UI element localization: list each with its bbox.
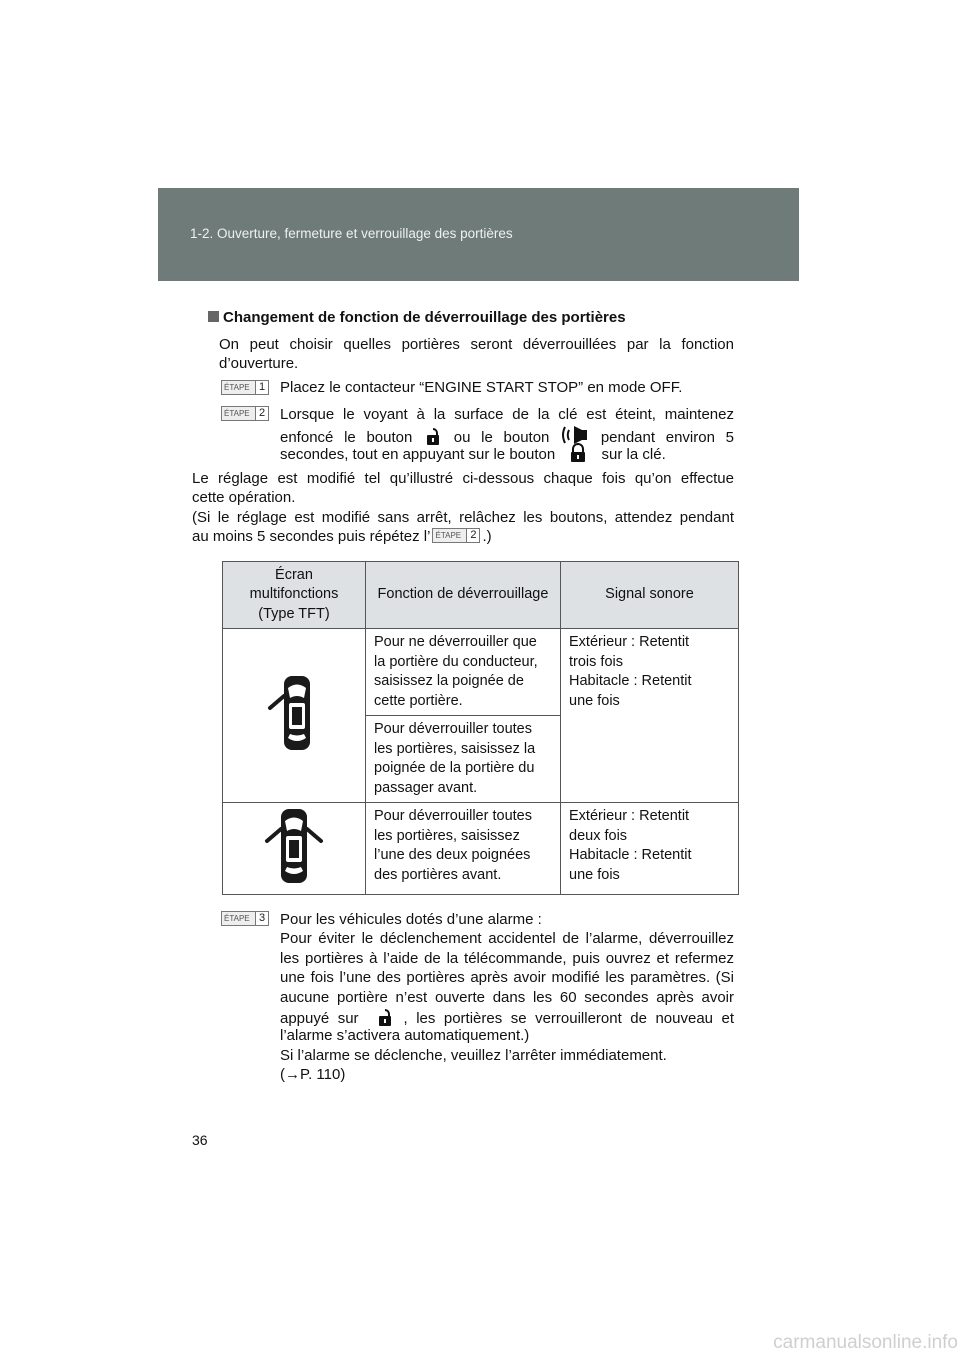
cell-line: Extérieur : Retentit bbox=[569, 634, 690, 650]
page-number: 36 bbox=[192, 1132, 208, 1148]
step3-text-b: , les portières se verrouilleront de nouveau et bbox=[403, 1010, 735, 1027]
cell-line: Extérieur : Retentit bbox=[569, 808, 690, 824]
step2-text-a: enfoncé le bouton bbox=[280, 429, 413, 446]
step2-text-b: ou le bouton bbox=[453, 429, 550, 446]
step3-text-a: appuyé sur bbox=[280, 1010, 359, 1027]
cell-line: Habitacle : Retentit bbox=[569, 673, 692, 689]
row3-signal bbox=[561, 803, 739, 895]
para-text-a: au moins 5 secondes puis répétez l’ bbox=[192, 528, 431, 545]
col-header-screen bbox=[223, 562, 366, 629]
header-line: multifonctions bbox=[249, 586, 339, 603]
step3-line5: aucune portière n’est ouverte dans les 60 secondes après avoir bbox=[280, 989, 734, 1006]
table-row bbox=[223, 803, 739, 895]
step3-line1: Pour les véhicules dotés d’une alarme : bbox=[280, 911, 542, 928]
para-line-4 bbox=[192, 527, 492, 547]
cell-line: poignée de la portière du bbox=[374, 760, 535, 776]
step2-text-d: secondes, tout en appuyant sur le bouton bbox=[280, 446, 556, 463]
step3-line3: les portières à l’aide de la télécommande, puis ouvrez et refermez bbox=[280, 950, 734, 967]
cell-line: une fois bbox=[569, 692, 620, 709]
cell-line: deux fois bbox=[569, 827, 628, 844]
table-row bbox=[223, 629, 739, 716]
row2-function bbox=[366, 716, 561, 803]
car-front-doors-open-icon bbox=[259, 803, 329, 887]
step2-text-e: sur la clé. bbox=[601, 446, 666, 463]
intro-line-1: On peut choisir quelles portières seront déverrouillées par la fonction bbox=[219, 336, 734, 353]
step1-badge bbox=[221, 380, 269, 395]
cell-line: Pour déverrouiller toutes bbox=[374, 808, 532, 824]
car-driver-door-open-icon bbox=[264, 670, 324, 754]
lock-icon bbox=[569, 443, 587, 469]
step2-line3 bbox=[280, 443, 666, 469]
cell-line: une fois bbox=[569, 866, 620, 883]
step1-text: Placez le contacteur “ENGINE START STOP” en mode OFF. bbox=[280, 379, 683, 396]
cell-line: trois fois bbox=[569, 653, 623, 670]
col-header-function: Fonction de déverrouillage bbox=[366, 562, 561, 629]
step2-line1: Lorsque le voyant à la surface de la clé est éteint, maintenez bbox=[280, 406, 734, 423]
step3-line7: l’alarme s’activera automatiquement.) bbox=[280, 1027, 530, 1044]
step-label: ÉTAPE bbox=[224, 409, 250, 418]
para-line-3: (Si le réglage est modifié sans arrêt, relâchez les boutons, attendez pendant bbox=[192, 509, 734, 526]
step-label: ÉTAPE bbox=[435, 531, 462, 540]
section-title-text: Changement de fonction de déverrouillage des portières bbox=[223, 309, 626, 326]
cell-line: cette portière. bbox=[374, 692, 463, 709]
cell-line: Pour ne déverrouiller que bbox=[374, 634, 537, 650]
cell-line: Pour déverrouiller toutes bbox=[374, 721, 532, 737]
car-driver-door-cell bbox=[223, 629, 366, 803]
cell-line: des portières avant. bbox=[374, 866, 502, 883]
para-line-1: Le réglage est modifié tel qu’illustré ci-dessous chaque fois qu’on effectue bbox=[192, 470, 734, 487]
intro-line-2: d’ouverture. bbox=[219, 355, 299, 372]
square-bullet-icon bbox=[208, 311, 219, 322]
step-number: 1 bbox=[255, 381, 268, 394]
para-text-b: .) bbox=[482, 528, 492, 545]
step-label: ÉTAPE bbox=[224, 383, 250, 392]
step-number: 3 bbox=[255, 912, 268, 925]
chapter-header bbox=[158, 188, 799, 281]
step3-line9: (→P. 110) bbox=[280, 1066, 346, 1083]
cell-line: l’une des deux poignées bbox=[374, 847, 531, 863]
watermark: carmanualsonline.info bbox=[773, 1332, 958, 1353]
cell-line: la portière du conducteur, bbox=[374, 653, 538, 670]
step3-line2: Pour éviter le déclenchement accidentel de l’alarme, déverrouillez bbox=[280, 930, 734, 947]
step2-inline-badge bbox=[432, 528, 480, 543]
section-title bbox=[208, 308, 626, 328]
step-label: ÉTAPE bbox=[224, 914, 250, 923]
row1-signal bbox=[561, 629, 739, 803]
car-front-doors-cell bbox=[223, 803, 366, 895]
step3-line8: Si l’alarme se déclenche, veuillez l’arrêter immédiatement. bbox=[280, 1047, 667, 1064]
unlock-settings-table bbox=[222, 561, 739, 895]
step3-line4: une fois l’une des portières après avoir modifié les paramètres. (Si bbox=[280, 969, 734, 986]
step2-badge bbox=[221, 406, 269, 421]
para-line-2: cette opération. bbox=[192, 489, 296, 506]
chapter-title: 1-2. Ouverture, fermeture et verrouillage des portières bbox=[190, 226, 513, 241]
col-header-signal: Signal sonore bbox=[561, 562, 739, 629]
step3-badge bbox=[221, 911, 269, 926]
cell-line: Habitacle : Retentit bbox=[569, 847, 692, 863]
cell-line: les portières, saisissez la bbox=[374, 740, 536, 757]
step-number: 2 bbox=[466, 529, 479, 542]
cell-line: saisissez la poignée de bbox=[374, 673, 524, 689]
header-line: (Type TFT) bbox=[258, 605, 330, 622]
step-number: 2 bbox=[255, 407, 268, 420]
row1-function bbox=[366, 629, 561, 716]
step2-text-c: pendant environ 5 bbox=[600, 429, 734, 446]
row3-function bbox=[366, 803, 561, 895]
cell-line: passager avant. bbox=[374, 779, 478, 796]
header-line: Écran bbox=[275, 566, 313, 583]
table-header-row bbox=[223, 562, 739, 629]
cell-line: les portières, saisissez bbox=[374, 827, 520, 844]
